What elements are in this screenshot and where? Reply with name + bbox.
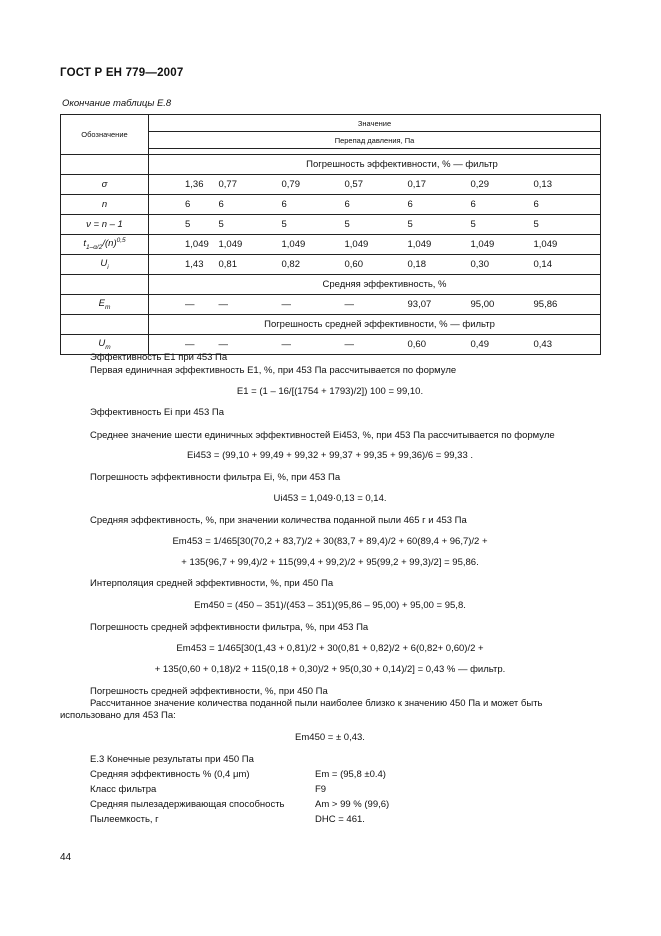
- text-line: использовано для 453 Па:: [60, 710, 176, 721]
- formula: Em450 = (450 – 351)/(453 – 351)(95,86 – 95,00) + 95,00 = 95,8.: [194, 600, 466, 611]
- table-row: [61, 235, 601, 255]
- cell: 0,43: [528, 335, 601, 355]
- text-line: Средняя эффективность, %, при значении количества поданной пыли 465 г и 453 Па: [90, 515, 467, 526]
- result-label: Класс фильтра: [90, 784, 157, 795]
- text-line: Первая единичная эффективность E1, %, при 453 Па рассчитывается по формуле: [90, 365, 457, 376]
- cell: 6: [339, 195, 402, 215]
- cell: 5: [213, 215, 276, 235]
- result-value: F9: [315, 784, 327, 795]
- formula: + 135(0,60 + 0,18)/2 + 115(0,18 + 0,30)/2 + 95(0,30 + 0,14)/2] = 0,43 % — фильтр.: [154, 664, 506, 675]
- cell: 95,00: [465, 295, 528, 315]
- cell: —: [276, 295, 339, 315]
- cell: 0,82: [276, 255, 339, 275]
- cell: 6: [528, 195, 601, 215]
- result-value: DHC = 461.: [315, 814, 365, 825]
- result-value: Am > 99 % (99,6): [315, 799, 390, 810]
- formula: Em453 = 1/465[30(70,2 + 83,7)/2 + 30(83,7 + 89,4)/2 + 60(89,4 + 96,7)/2 +: [172, 536, 488, 547]
- col-designation: Обозначение: [61, 115, 149, 155]
- col-value: Значение: [149, 115, 601, 132]
- row-symbol: $E_m$: [61, 295, 149, 315]
- cell: 6: [149, 195, 213, 215]
- row-symbol: ν = n – 1: [61, 215, 149, 235]
- cell: 5: [339, 215, 402, 235]
- section-mean-error: Погрешность средней эффективности, % — фильтр: [149, 315, 601, 335]
- page-number: 44: [60, 852, 72, 863]
- cell: 6: [276, 195, 339, 215]
- cell: 5: [402, 215, 465, 235]
- row-symbol: $U_m$: [61, 335, 149, 355]
- cell: 6: [465, 195, 528, 215]
- cell: 1,36: [149, 175, 213, 195]
- cell: 1,43: [149, 255, 213, 275]
- text-line: Эффективность Ei при 453 Па: [90, 407, 224, 418]
- cell: —: [276, 335, 339, 355]
- cell: 0,60: [339, 255, 402, 275]
- cell: 1,049: [402, 235, 465, 255]
- cell: 0,79: [276, 175, 339, 195]
- cell: —: [213, 335, 276, 355]
- cell: 95,86: [528, 295, 601, 315]
- result-label: Средняя пылезадерживающая способность: [90, 799, 285, 810]
- section-mean: Средняя эффективность, %: [149, 275, 601, 295]
- cell: 5: [528, 215, 601, 235]
- col-pressure: Перепад давления, Па: [149, 132, 601, 149]
- cell: 0,60: [402, 335, 465, 355]
- cell: 0,14: [528, 255, 601, 275]
- cell: 0,81: [213, 255, 276, 275]
- cell: 5: [465, 215, 528, 235]
- table-caption: Окончание таблицы Е.8: [62, 98, 172, 109]
- cell: —: [213, 295, 276, 315]
- formula: Em453 = 1/465[30(1,43 + 0,81)/2 + 30(0,81 + 0,82)/2 + 6(0,82+ 0,60)/2 +: [176, 643, 484, 654]
- cell: 0,18: [402, 255, 465, 275]
- text-line: Рассчитанное значение количества поданной пыли наиболее близко к значению 450 Па и может быть: [90, 698, 543, 709]
- cell: 5: [276, 215, 339, 235]
- results-title: Е.3 Конечные результаты при 450 Па: [90, 754, 254, 765]
- text-line: Среднее значение шести единичных эффективностей Ei453, %, при 453 Па рассчитывается по формуле: [90, 430, 555, 441]
- result-label: Средняя эффективность % (0,4 μm): [90, 769, 250, 780]
- result-label: Пылеемкость, г: [90, 814, 159, 825]
- table-row: [61, 215, 601, 235]
- table-row: [61, 295, 601, 315]
- result-value: Em = (95,8 ±0.4): [315, 769, 386, 780]
- table-row: [61, 175, 601, 195]
- empty-cell: [61, 155, 149, 175]
- cell: 1,049: [149, 235, 213, 255]
- row-symbol: $t_{1-\alpha/2}/(n)^{0,5}$: [61, 235, 149, 255]
- row-symbol: n: [61, 195, 149, 215]
- section-error: Погрешность эффективности, % — фильтр: [149, 155, 601, 175]
- cell: —: [149, 295, 213, 315]
- text-line: Погрешность эффективности фильтра Ei, %, при 453 Па: [90, 472, 341, 483]
- cell: 0,77: [213, 175, 276, 195]
- row-symbol: $U_i$: [61, 255, 149, 275]
- table-row: [61, 195, 601, 215]
- empty-cell: [61, 275, 149, 295]
- cell: 1,049: [339, 235, 402, 255]
- cell: 1,049: [213, 235, 276, 255]
- text-line: Эффективность E1 при 453 Па: [90, 352, 228, 363]
- cell: 1,049: [528, 235, 601, 255]
- cell: —: [339, 295, 402, 315]
- cell: 0,57: [339, 175, 402, 195]
- cell: 0,13: [528, 175, 601, 195]
- cell: 1,049: [276, 235, 339, 255]
- text-line: Интерполяция средней эффективности, %, при 450 Па: [90, 578, 334, 589]
- formula: Em450 = ± 0,43.: [295, 732, 365, 743]
- data-table: [60, 114, 601, 355]
- cell: 0,29: [465, 175, 528, 195]
- formula: Ui453 = 1,049·0,13 = 0,14.: [273, 493, 387, 504]
- cell: 6: [402, 195, 465, 215]
- cell: —: [339, 335, 402, 355]
- cell: 5: [149, 215, 213, 235]
- cell: —: [149, 335, 213, 355]
- cell: 6: [213, 195, 276, 215]
- document-header: ГОСТ Р ЕН 779—2007: [60, 67, 184, 79]
- table-row: [61, 255, 601, 275]
- text-line: Погрешность средней эффективности фильтра, %, при 453 Па: [90, 622, 369, 633]
- cell: 0,17: [402, 175, 465, 195]
- row-symbol: σ: [61, 175, 149, 195]
- cell: 93,07: [402, 295, 465, 315]
- cell: 0,30: [465, 255, 528, 275]
- cell: 0,49: [465, 335, 528, 355]
- formula: Ei453 = (99,10 + 99,49 + 99,32 + 99,37 + 99,35 + 99,36)/6 = 99,33 .: [186, 450, 474, 461]
- formula: + 135(96,7 + 99,4)/2 + 115(99,4 + 99,2)/2 + 95(99,2 + 99,3)/2] = 95,86.: [181, 557, 479, 568]
- formula: E1 = (1 – 16/[(1754 + 1793)/2]) 100 = 99,10.: [236, 386, 424, 397]
- empty-cell: [61, 315, 149, 335]
- cell: 1,049: [465, 235, 528, 255]
- text-line: Погрешность средней эффективности, %, при 450 Па: [90, 686, 328, 697]
